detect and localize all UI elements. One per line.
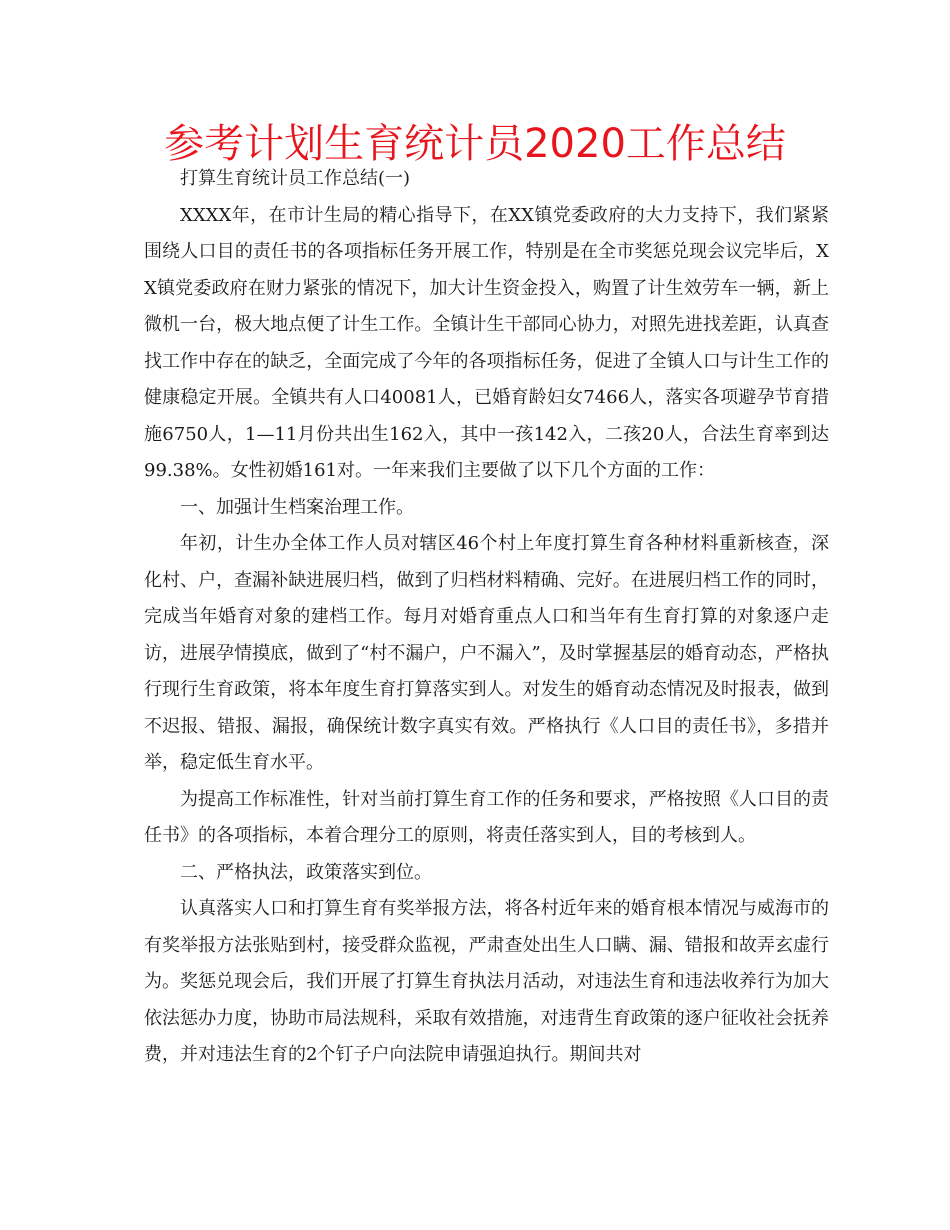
subtitle-paragraph: 打算生育统计员工作总结(一) xyxy=(180,168,411,189)
document-title: 参考计划生育统计员2020工作总结 xyxy=(164,121,786,167)
body-paragraph: 为提高工作标准性，针对当前打算生育工作的任务和要求，严格按照《人口目的责任书》的各项指标，本着合理分工的原则，将责任落实到人，目的考核到人。 xyxy=(144,788,829,846)
document-body xyxy=(144,161,829,1074)
section-heading: 二、严格执法，政策落实到位。 xyxy=(180,861,432,883)
section-heading: 一、加强计生档案治理工作。 xyxy=(180,496,414,518)
body-paragraph: 认真落实人口和打算生育有奖举报方法，将各村近年来的婚育根本情况与威海市的有奖举报方法张贴到村，接受群众监视，严肃查处出生人口瞒、漏、错报和故弄玄虚行为。奖惩兑现会后，我们开展了打算生育执法月活动，对违法生育和违法收养行为加大依法惩办力度，协助市局法规科，采取有效措施，对违背生育政策的逐户征收社会抚养费，并对违法生育的2个钉子户向法院申请强迫执行。期间共对 xyxy=(144,898,829,1065)
body-paragraph: XXXX年，在市计生局的精心指导下，在XX镇党委政府的大力支持下，我们紧紧围绕人口目的责任书的各项指标任务开展工作，特别是在全市奖惩兑现会议完毕后，XX镇党委政府在财力紧张的情况下，加大计生资金投入，购置了计生效劳车一辆，新上微机一台，极大地点便了计生工作。全镇计生干部同心协力，对照先进找差距，认真查找工作中存在的缺乏，全面完成了今年的各项指标任务，促进了全镇人口与计生工作的健康稳定开展。全镇共有人口40081人，已婚育龄妇女7466人，落实各项避孕节育措施6750人，1—11月份共出生162入，其中一孩142入，二孩20人，合法生育率到达99.38%。女性初婚161对。一年来我们主要做了以下几个方面的工作： xyxy=(144,204,829,481)
body-paragraph: 年初，计生办全体工作人员对辖区46个村上年度打算生育各种材料重新核查，深化村、户，查漏补缺进展归档，做到了归档材料精确、完好。在进展归档工作的同时，完成当年婚育对象的建档工作。每月对婚育重点人口和当年有生育打算的对象逐户走访，进展孕情摸底，做到了“村不漏户，户不漏入”，及时掌握基层的婚育动态，严格执行现行生育政策，将本年度生育打算落实到人。对发生的婚育动态情况及时报表，做到不迟报、错报、漏报，确保统计数字真实有效。严格执行《人口目的责任书》，多措并举，稳定低生育水平。 xyxy=(144,533,829,773)
